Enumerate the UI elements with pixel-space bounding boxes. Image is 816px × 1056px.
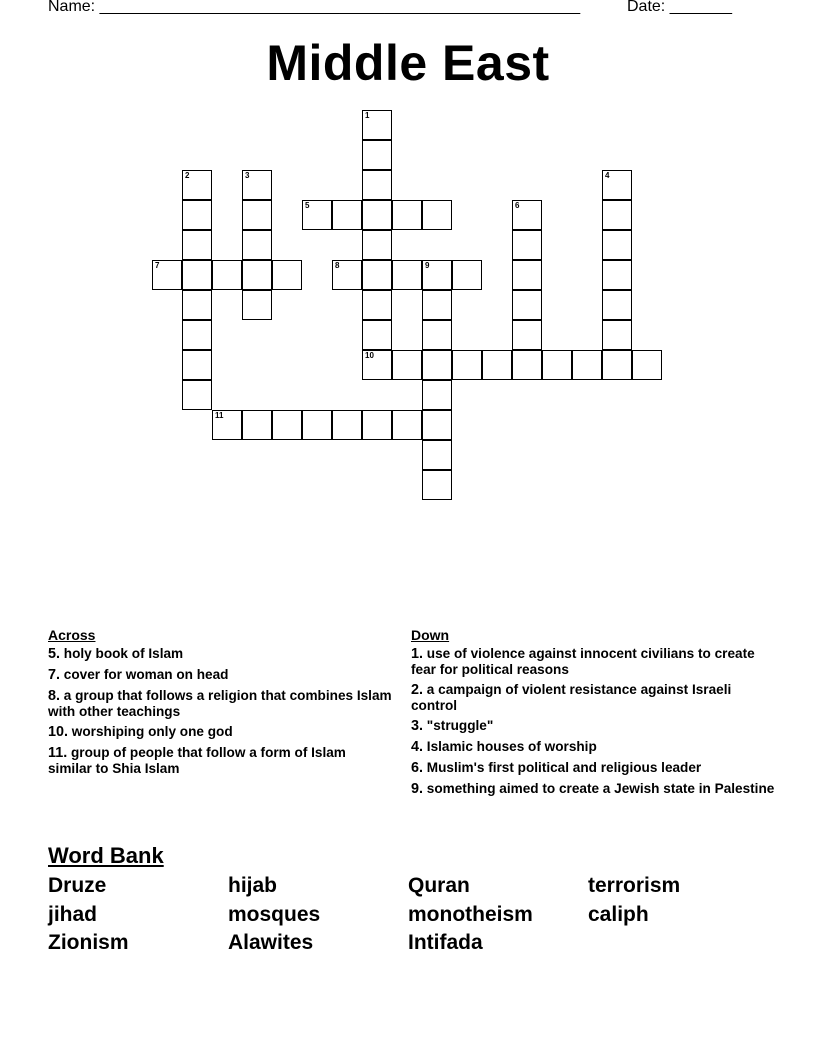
clue-number: 3. xyxy=(411,718,424,734)
crossword-cell[interactable] xyxy=(362,260,392,290)
word-bank-title: Word Bank xyxy=(48,843,164,868)
crossword-cell[interactable] xyxy=(422,410,452,440)
clue-text: use of violence against innocent civilians to create fear for political reasons xyxy=(411,646,755,677)
crossword-cell[interactable] xyxy=(362,140,392,170)
word-bank-item: terrorism xyxy=(588,874,681,897)
cell-number: 10 xyxy=(365,351,374,360)
cell-number: 5 xyxy=(305,201,310,210)
crossword-cell[interactable] xyxy=(422,290,452,320)
clue-text: a campaign of violent resistance against Israeli control xyxy=(411,682,732,713)
crossword-grid xyxy=(0,0,816,500)
word-bank-item: Intifada xyxy=(408,931,483,954)
clue-text: a group that follows a religion that combines Islam with other teachings xyxy=(48,688,392,719)
clue-number: 1. xyxy=(411,646,424,662)
crossword-cell[interactable] xyxy=(452,260,482,290)
clue-text: Islamic houses of worship xyxy=(426,739,597,754)
word-bank-item: jihad xyxy=(48,902,98,926)
crossword-cell[interactable] xyxy=(242,200,272,230)
word-bank-item: Quran xyxy=(408,874,470,897)
cell-number: 11 xyxy=(215,411,224,420)
clue-number: 10. xyxy=(48,724,69,740)
crossword-cell[interactable] xyxy=(182,320,212,350)
crossword-cell[interactable] xyxy=(602,170,632,200)
clue-down-4 xyxy=(411,739,781,755)
crossword-cell[interactable] xyxy=(602,290,632,320)
down-clues xyxy=(411,627,781,802)
crossword-cell[interactable] xyxy=(242,260,272,290)
crossword-cell[interactable] xyxy=(422,470,452,500)
clue-across-7 xyxy=(48,667,393,683)
crossword-cell[interactable] xyxy=(362,110,392,140)
crossword-cell[interactable] xyxy=(422,320,452,350)
crossword-cell[interactable] xyxy=(362,200,392,230)
word-bank-item: monotheism xyxy=(408,902,533,926)
crossword-cell[interactable] xyxy=(362,410,392,440)
clue-number: 9. xyxy=(411,781,424,797)
cell-number: 9 xyxy=(425,261,430,270)
crossword-cell[interactable] xyxy=(512,350,542,380)
crossword-cell[interactable] xyxy=(182,290,212,320)
crossword-cell[interactable] xyxy=(362,170,392,200)
across-clues xyxy=(48,627,393,781)
clue-text: cover for woman on head xyxy=(63,667,229,682)
crossword-cell[interactable] xyxy=(422,440,452,470)
crossword-cell[interactable] xyxy=(392,410,422,440)
crossword-cell[interactable] xyxy=(182,260,212,290)
crossword-cell[interactable] xyxy=(182,380,212,410)
crossword-cell[interactable] xyxy=(242,230,272,260)
word-bank-item: mosques xyxy=(228,902,321,926)
crossword-cell[interactable] xyxy=(512,260,542,290)
crossword-cell[interactable] xyxy=(242,290,272,320)
crossword-cell[interactable] xyxy=(272,260,302,290)
crossword-cell[interactable] xyxy=(422,350,452,380)
crossword-cell[interactable] xyxy=(632,350,662,380)
crossword-cell[interactable] xyxy=(422,200,452,230)
crossword-cell[interactable] xyxy=(302,410,332,440)
word-bank-item: Zionism xyxy=(48,931,129,954)
clue-number: 4. xyxy=(411,739,424,755)
crossword-cell[interactable] xyxy=(602,200,632,230)
clue-across-5 xyxy=(48,646,393,662)
cell-number: 2 xyxy=(185,171,190,180)
clue-number: 7. xyxy=(48,667,61,683)
clue-text: something aimed to create a Jewish state in Palestine xyxy=(426,781,775,796)
crossword-cell[interactable] xyxy=(362,230,392,260)
cell-number: 7 xyxy=(155,261,160,270)
clue-down-2 xyxy=(411,682,781,713)
cell-number: 4 xyxy=(605,171,610,180)
crossword-cell[interactable] xyxy=(362,350,392,380)
cell-number: 8 xyxy=(335,261,340,270)
word-bank xyxy=(48,872,768,958)
clue-down-9 xyxy=(411,781,781,797)
crossword-cell[interactable] xyxy=(602,350,632,380)
crossword-cell[interactable] xyxy=(152,260,182,290)
crossword-cell[interactable] xyxy=(182,350,212,380)
crossword-cell[interactable] xyxy=(602,260,632,290)
cell-number: 3 xyxy=(245,171,250,180)
clue-text: "struggle" xyxy=(426,718,494,733)
clue-number: 2. xyxy=(411,682,424,698)
crossword-cell[interactable] xyxy=(602,320,632,350)
crossword-cell[interactable] xyxy=(602,230,632,260)
crossword-cell[interactable] xyxy=(332,200,362,230)
crossword-cell[interactable] xyxy=(332,410,362,440)
crossword-cell[interactable] xyxy=(302,200,332,230)
crossword-cell[interactable] xyxy=(392,260,422,290)
crossword-cell[interactable] xyxy=(182,170,212,200)
crossword-cell[interactable] xyxy=(272,410,302,440)
clue-number: 8. xyxy=(48,688,61,704)
clue-across-10 xyxy=(48,724,393,740)
crossword-cell[interactable] xyxy=(362,320,392,350)
clue-text: worshiping only one god xyxy=(71,724,233,739)
clue-down-3 xyxy=(411,718,781,734)
crossword-cell[interactable] xyxy=(542,350,572,380)
clue-text: holy book of Islam xyxy=(63,646,184,661)
crossword-cell[interactable] xyxy=(392,200,422,230)
across-heading: Across xyxy=(48,627,96,643)
crossword-cell[interactable] xyxy=(182,230,212,260)
word-bank-item: caliph xyxy=(588,902,649,926)
crossword-cell[interactable] xyxy=(242,410,272,440)
clue-across-8 xyxy=(48,688,393,719)
clue-number: 5. xyxy=(48,646,61,662)
crossword-cell[interactable] xyxy=(422,260,452,290)
crossword-cell[interactable] xyxy=(452,350,482,380)
clue-down-1 xyxy=(411,646,781,677)
word-bank-item: hijab xyxy=(228,874,278,897)
clue-down-6 xyxy=(411,760,781,776)
crossword-cell[interactable] xyxy=(212,410,242,440)
clue-number: 6. xyxy=(411,760,424,776)
crossword-cell[interactable] xyxy=(512,230,542,260)
crossword-cell[interactable] xyxy=(182,200,212,230)
clue-across-11 xyxy=(48,745,393,776)
crossword-cell[interactable] xyxy=(482,350,512,380)
down-heading: Down xyxy=(411,627,450,643)
crossword-cell[interactable] xyxy=(332,260,362,290)
name-field[interactable]: Name: ______________________________________________________ xyxy=(48,0,581,15)
word-bank-item: Alawites xyxy=(228,931,314,954)
crossword-cell[interactable] xyxy=(512,200,542,230)
page-title: Middle East xyxy=(266,35,550,91)
crossword-cell[interactable] xyxy=(242,170,272,200)
crossword-cell[interactable] xyxy=(212,260,242,290)
clue-text: Muslim's first political and religious leader xyxy=(426,760,702,775)
word-bank-item: Druze xyxy=(48,874,107,897)
date-field[interactable]: Date: _______ xyxy=(627,0,732,15)
cell-number: 6 xyxy=(515,201,520,210)
crossword-cell[interactable] xyxy=(392,350,422,380)
crossword-cell[interactable] xyxy=(572,350,602,380)
crossword-cell[interactable] xyxy=(512,320,542,350)
clue-number: 11. xyxy=(48,745,68,761)
crossword-cell[interactable] xyxy=(422,380,452,410)
crossword-cell[interactable] xyxy=(362,290,392,320)
clue-text: group of people that follow a form of Islam similar to Shia Islam xyxy=(48,745,346,776)
cell-number: 1 xyxy=(365,111,370,120)
crossword-cell[interactable] xyxy=(512,290,542,320)
